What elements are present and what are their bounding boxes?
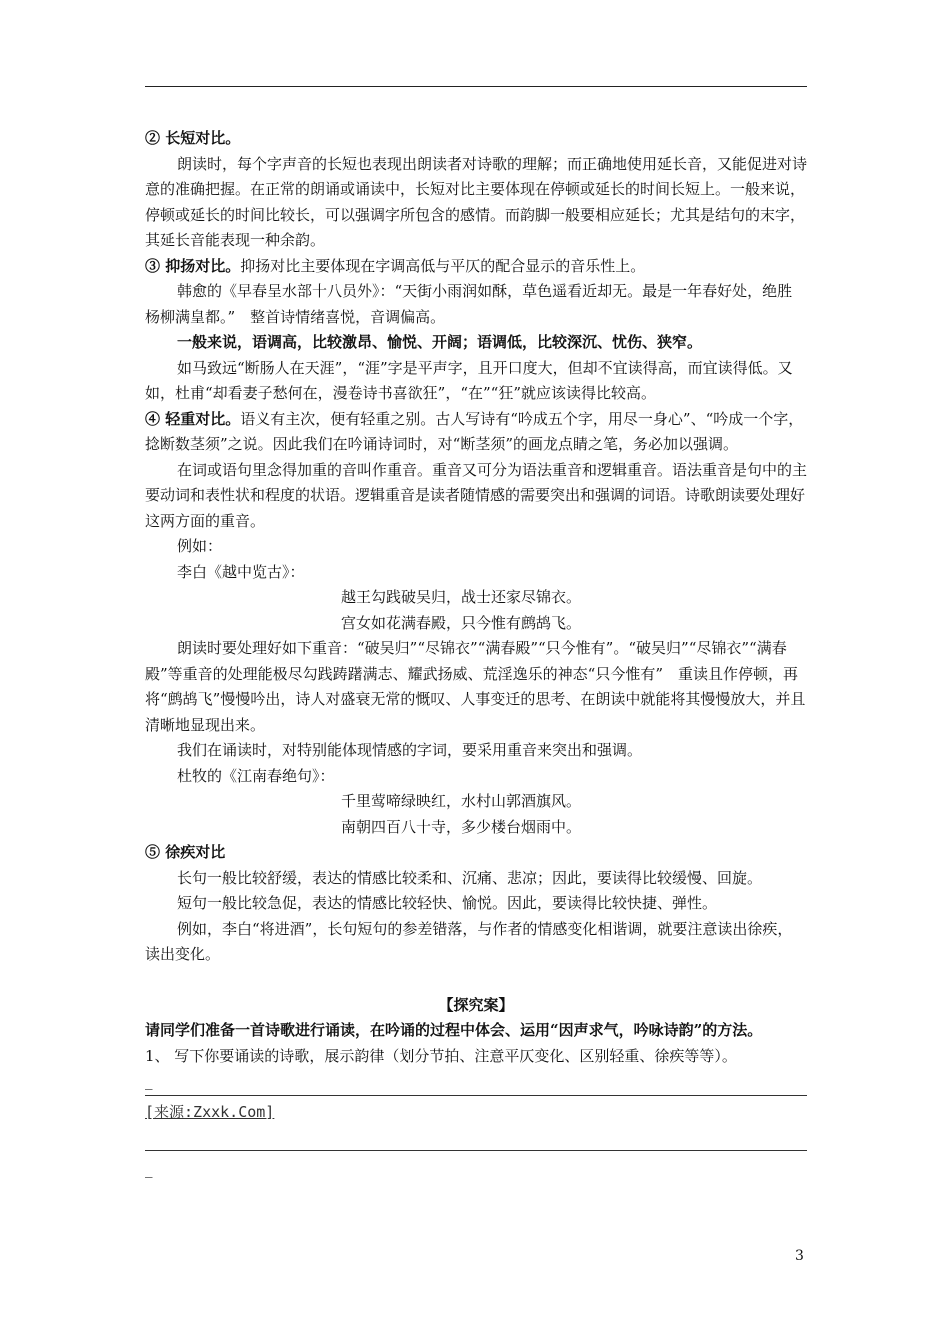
example-label: 例如：	[177, 537, 223, 555]
poem-line: 南朝四百八十寺，多少楼台烟雨中。	[341, 817, 582, 836]
paragraph: 例如，李白“将进酒”，长句短句的参差错落，与作者的情感变化相谐调，就要注意读出徐疾，读出变化。	[145, 919, 793, 963]
explore-title: 【探究案】	[438, 995, 514, 1014]
paragraph: 长句一般比较舒缓，表达的情感比较柔和、沉痛、悲凉；因此，要读得比较缓慢、回旋。	[177, 868, 763, 887]
bold-summary: 一般来说，语调高，比较激昂、愉悦、开阔；语调低，比较深沉、忧伤、狭窄。	[177, 333, 703, 351]
answer-blank: _	[145, 1160, 153, 1178]
section-line-stress	[145, 407, 807, 458]
paragraph: 朗读时，每个字声音的长短也表现出朗读者对诗歌的理解；而正确地使用延长音，又能促进对诗意的准确把握。在正常的朗诵或诵读中，长短对比主要体现在停顿或延长的时间长短上。一般来说，停顿或延长的时间比较长，可以强调字所包含的感情。而韵脚一般要相应延长；尤其是结句的末字，其延长音能表现一种余韵。	[145, 154, 808, 249]
poem-line: 越王勾践破吴归，战士还家尽锦衣。	[341, 588, 582, 606]
answer-line	[145, 1095, 807, 1096]
question-1: 1、 写下你要诵读的诗歌，展示韵律（划分节拍、注意平仄变化、区别轻重、徐疾等等）。	[145, 1046, 737, 1065]
page-number: 3	[795, 1248, 804, 1264]
section-heading-tone: ③ 抑扬对比。	[145, 256, 241, 275]
poem-line: 千里莺啼绿映红，水村山郭酒旗风。	[341, 792, 582, 810]
header-rule	[145, 86, 807, 87]
section-heading-stress: ④ 轻重对比。	[145, 409, 241, 428]
section-heading-length: ② 长短对比。	[145, 129, 241, 147]
spacer	[145, 968, 807, 993]
paragraph: 在词或语句里念得加重的音叫作重音。重音又可分为语法重音和逻辑重音。语法重音是句中的主要动词和表性状和程度的状语。逻辑重音是读者随情感的需要突出和强调的词语。诗歌朗读要处理好这两方面的重音。	[145, 460, 808, 530]
paragraph: 韩愈的《早春呈水部十八员外》：“天街小雨润如酥，草色遥看近却无。最是一年春好处，绝胜杨柳满皇都。” 整首诗情绪喜悦，音调偏高。	[145, 282, 793, 326]
spacer	[145, 1125, 807, 1150]
paragraph: 如马致远“断肠人在天涯”，“涯”字是平声字，且开口度大，但却不宜读得高，而宜读得低。又如，杜甫“却看妻子愁何在，漫卷诗书喜欲狂”，“在”“狂”就应该读得比较高。	[145, 358, 793, 402]
source-line	[145, 1100, 807, 1126]
source-link[interactable]: [来源:Zxxk.Com]	[145, 1102, 275, 1121]
document-body	[145, 126, 807, 1183]
section-heading-pace: ⑤ 徐疾对比	[145, 843, 226, 861]
explore-instruction: 请同学们准备一首诗歌进行诵读，在吟诵的过程中体会、运用“因声求气，吟咏诗韵”的方法。	[145, 1021, 763, 1039]
answer-blank: _	[145, 1072, 153, 1090]
section-intro: 抑扬对比主要体现在字调高低与平仄的配合显示的音乐性上。	[240, 256, 646, 275]
poem-title: 杜牧的《江南春绝句》：	[177, 766, 335, 785]
paragraph: 我们在诵读时，对特别能体现情感的字词，要采用重音来突出和强调。	[177, 741, 643, 759]
poem-line: 宫女如花满春殿，只今惟有鹧鸪飞。	[341, 613, 582, 632]
poem-title: 李白《越中览古》：	[177, 562, 305, 581]
section-intro: 语义有主次，便有轻重之别。古人写诗有“吟成五个字，用尽一身心”、“吟成一个字，捻断数茎须”之说。因此我们在吟诵诗词时，对“断茎须”的画龙点睛之笔，务必加以强调。	[145, 409, 804, 453]
section-line-tone	[145, 254, 807, 280]
paragraph: 短句一般比较急促，表达的情感比较轻快、愉悦。因此，要读得比较快捷、弹性。	[177, 894, 718, 912]
answer-line	[145, 1150, 807, 1151]
paragraph: 朗读时要处理好如下重音：“破吴归”“尽锦衣”“满春殿”“只今惟有”。“破吴归”“尽锦衣”“满春殿”等重音的处理能极尽勾践踌躇满志、耀武扬威、荒淫逸乐的神态“只今惟有” 重读且作停顿，再将“鹧鸪飞”慢慢吟出，诗人对盛衰无常的慨叹、人事变迁的思考、在朗读中就能将其慢慢放大，并且清晰地显现出来。	[145, 639, 806, 734]
